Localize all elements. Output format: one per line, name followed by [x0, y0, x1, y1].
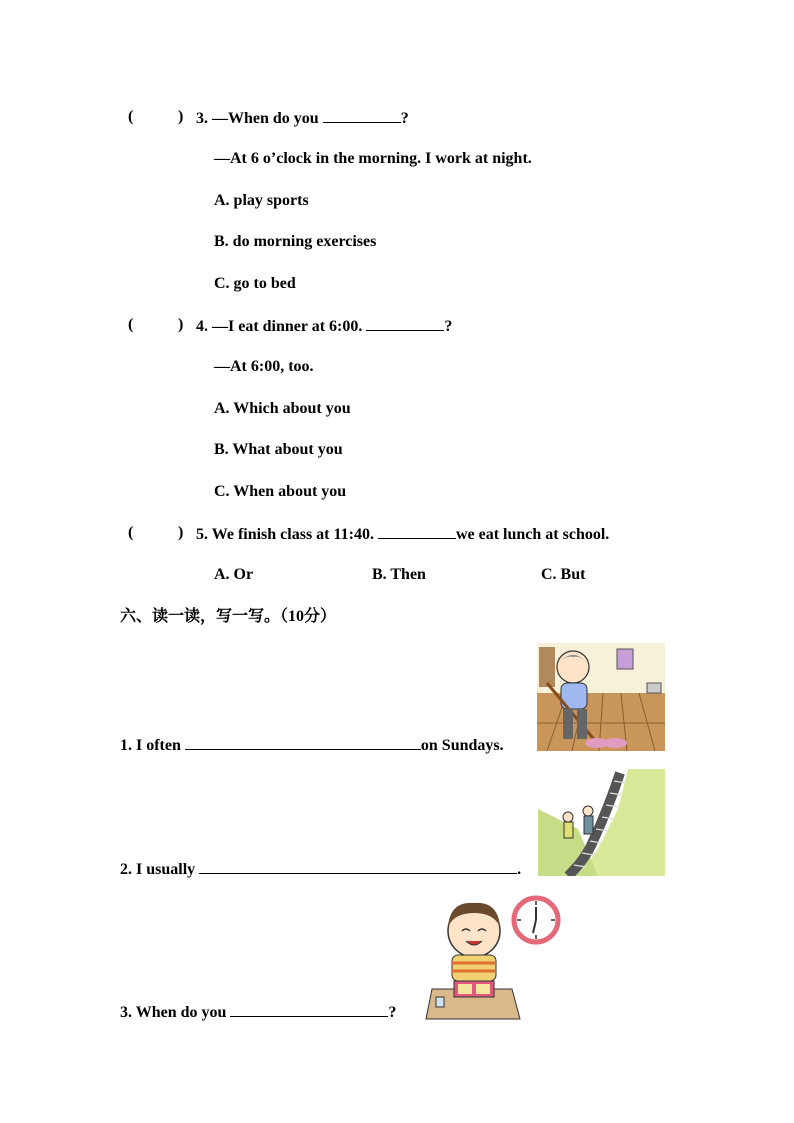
question-3-prompt: 3. —When do you ? [196, 110, 409, 127]
write-item-2: 2. I usually . [120, 861, 522, 878]
section-6-heading: 六、读一读，写一写。（10分） [120, 608, 337, 625]
write-item-3: 3. When do you ? [120, 1004, 397, 1021]
question-4-prompt: 4. —I eat dinner at 6:00. ? [196, 318, 453, 335]
write-item-1: 1. I often on Sundays. [120, 737, 504, 754]
boy-eating-lunch-clock-icon [424, 893, 562, 1023]
option-5a: A. Or [214, 566, 254, 583]
write-blank-2[interactable] [199, 859, 517, 874]
fill-blank-q4[interactable] [366, 316, 444, 331]
fill-blank-q3[interactable] [323, 108, 401, 123]
option-5c: C. But [541, 566, 586, 583]
question-4-answer: —At 6:00, too. [214, 358, 314, 375]
option-5b: B. Then [372, 566, 426, 583]
option-3a: A. play sports [214, 192, 309, 209]
people-climbing-mountain-icon [538, 769, 665, 876]
option-4a: A. Which about you [214, 400, 351, 417]
option-3b: B. do morning exercises [214, 233, 377, 250]
option-3c: C. go to bed [214, 275, 296, 292]
option-4b: B. What about you [214, 441, 343, 458]
question-3-answer: —At 6 o’clock in the morning. I work at night. [214, 150, 532, 167]
write-blank-3[interactable] [230, 1002, 388, 1017]
write-blank-1[interactable] [185, 735, 421, 750]
question-5-prompt: 5. We finish class at 11:40. we eat lunch at school. [196, 526, 610, 543]
option-4c: C. When about you [214, 483, 347, 500]
fill-blank-q5[interactable] [378, 524, 456, 539]
boy-sweeping-floor-icon [537, 643, 665, 751]
